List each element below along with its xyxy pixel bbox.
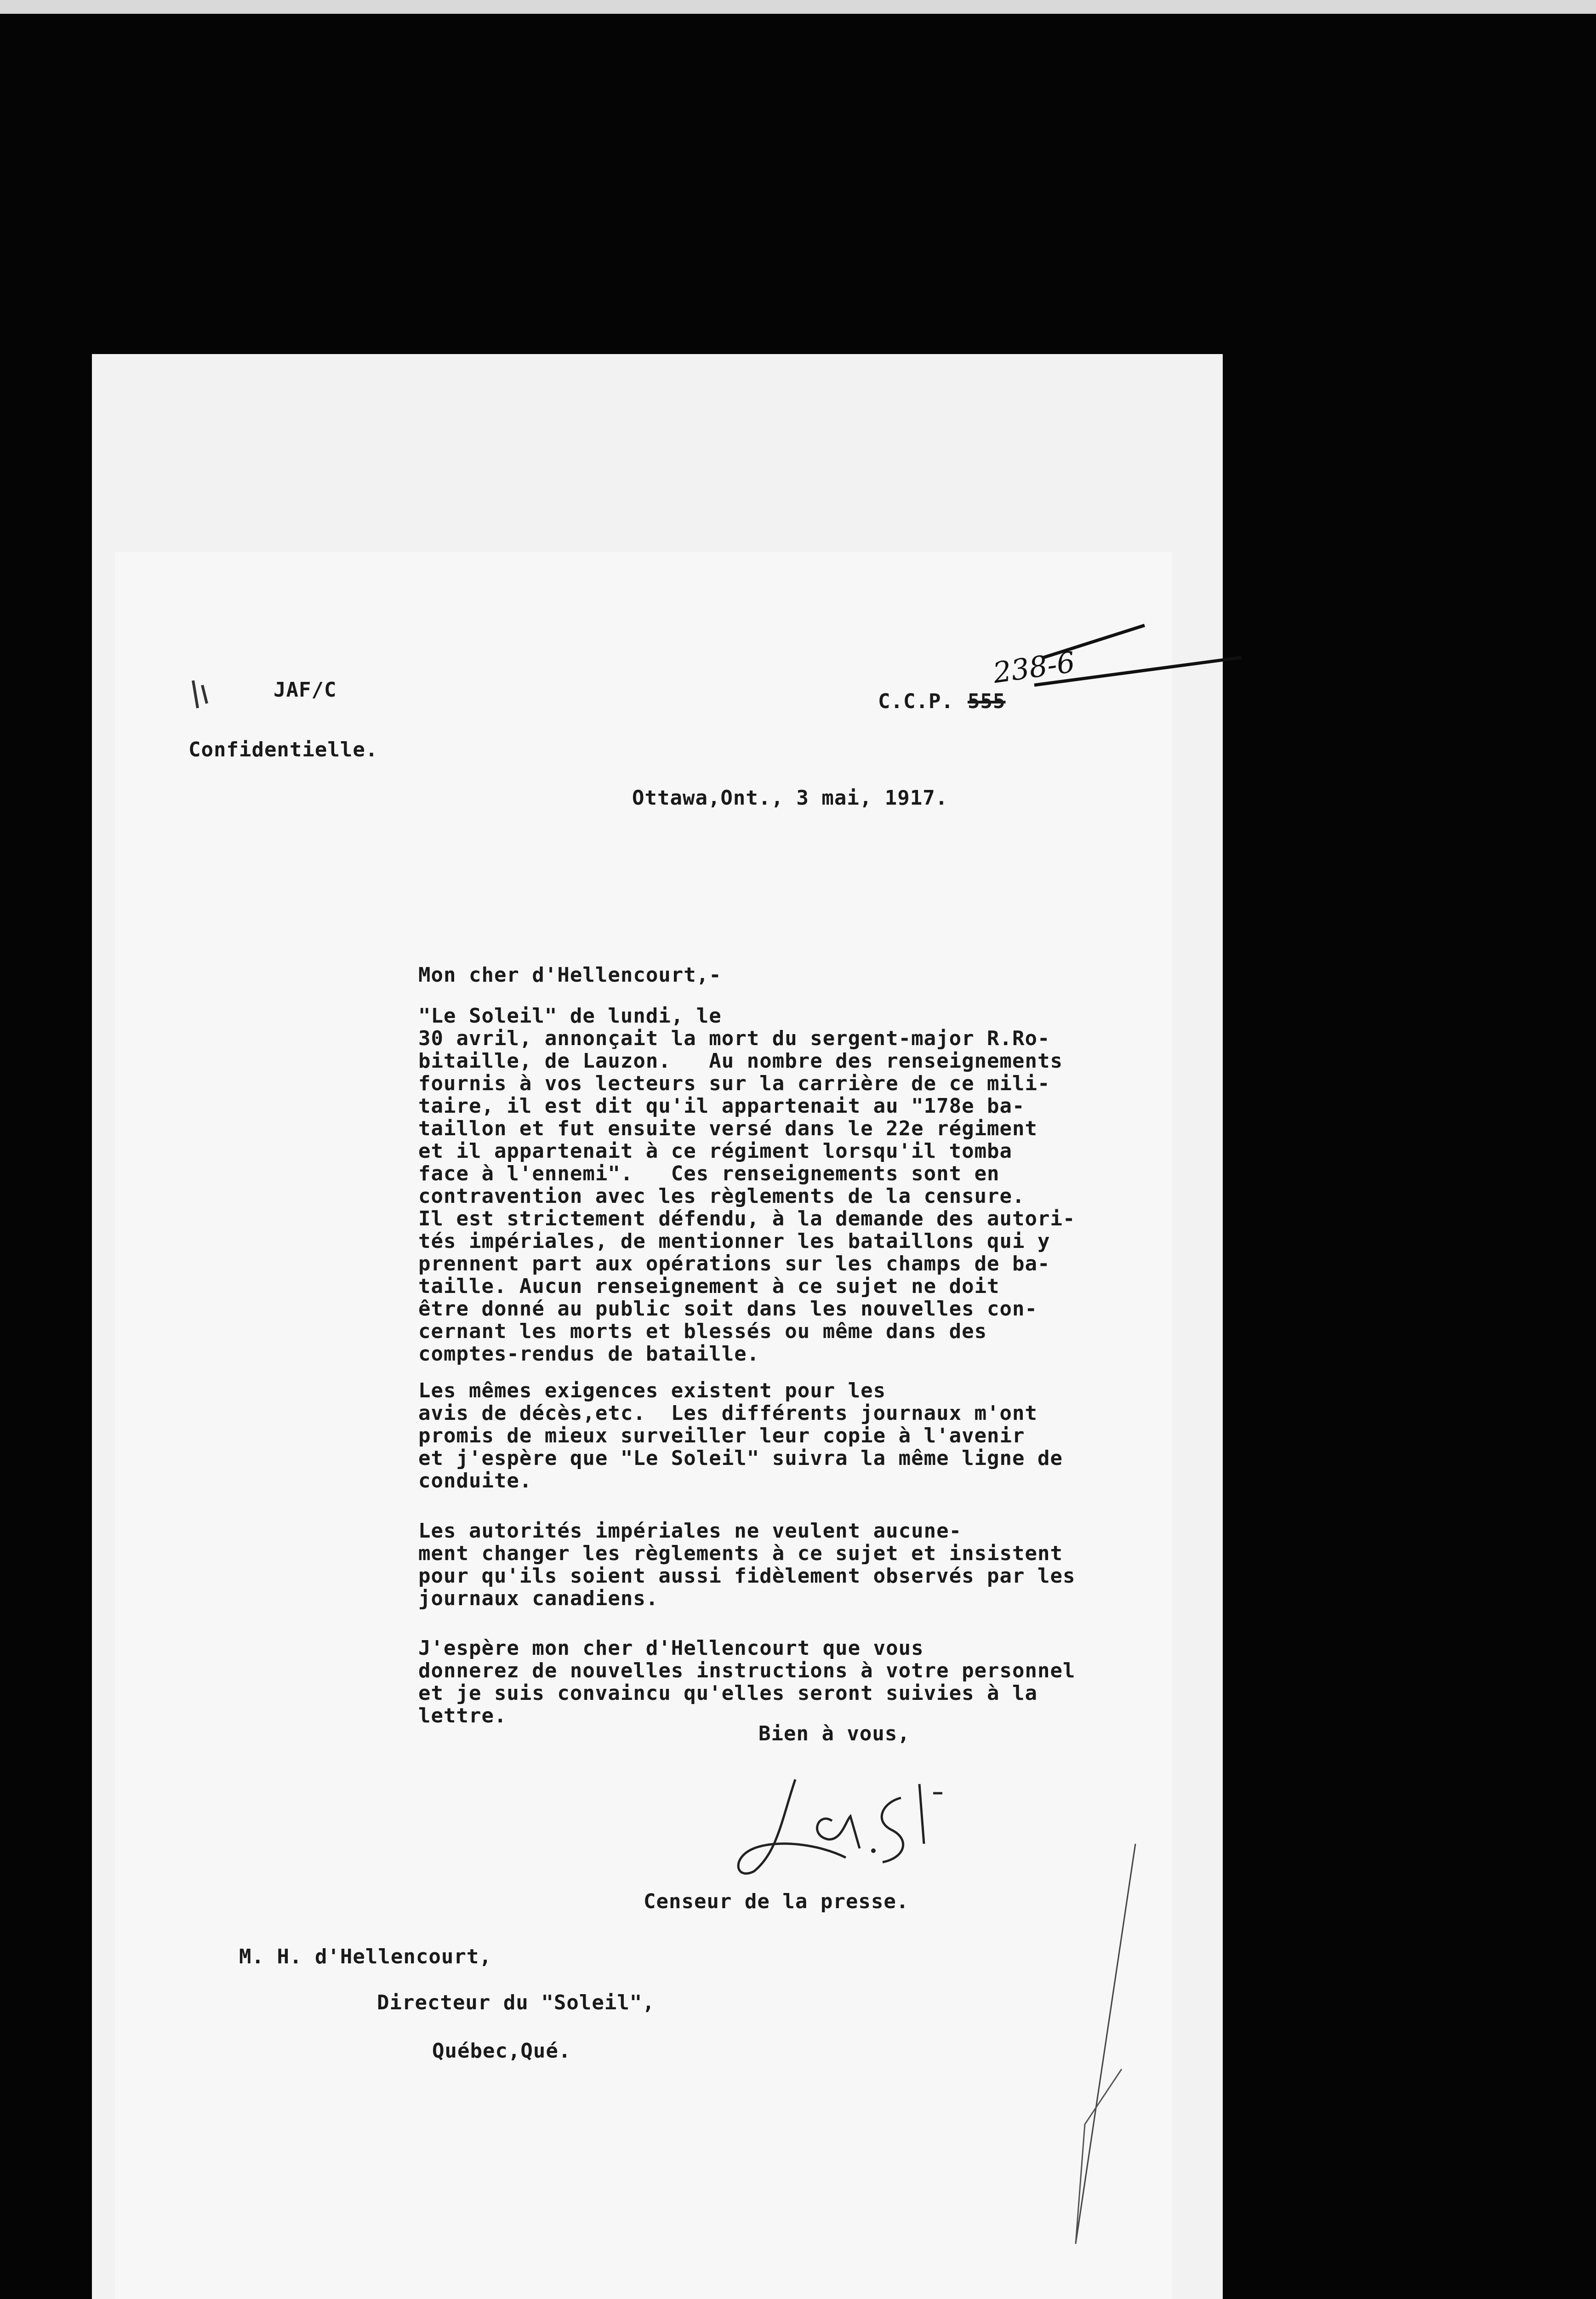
file-ref-handwritten: 238-6 <box>991 645 1077 690</box>
top-edge-strip <box>0 0 1596 14</box>
salutation: Mon cher d'Hellencourt,- <box>418 963 722 987</box>
typist-initials: JAF/C <box>274 678 337 702</box>
paragraph-1-text: "Le Soleil" de lundi, le 30 avril, annonçait la mort du sergent-major R.Ro- bitaille, de Lauzon. Au nombre des renseignements fournis à vos lecteurs sur la carrière de ce mili- taire, il est dit qu'il appartenait au "178e ba- taillon et fut ensuite versé dans le 22e régiment et il appartenait à ce régiment lorsqu'il tomba face à l'ennemi". Ces renseignements sont en contravention avec les règlements de la censure. Il est strictement défendu, à la demande des autori- tés impériales, de mentionner les bataillons qui y prennent part aux opérations sur les champs de ba- taille. Aucun renseignement à ce sujet ne doit être donné au public soit dans les nouvelles con- cernant les morts et blessés ou même dans des comptes-rendus de bataille. <box>418 1004 1076 1366</box>
classification: Confidentielle. <box>188 738 378 761</box>
addressee-title: Directeur du "Soleil", <box>377 1991 655 2014</box>
addressee-city: Québec,Qué. <box>432 2039 571 2063</box>
paragraph-4-text: J'espère mon cher d'Hellencourt que vous donnerez de nouvelles instructions à votre personnel et je suis convaincu qu'elles seront suivies à la lettre. <box>418 1636 1076 1727</box>
margin-mark <box>188 676 216 713</box>
paragraph-2 <box>418 1379 1246 1492</box>
file-ref-strokes <box>915 602 1246 713</box>
ccp-label: C.C.P. <box>878 690 954 713</box>
paragraph-2-text: Les mêmes exigences existent pour les avis de décès,etc. Les différents journaux m'ont promis de mieux surveiller leur copie à l'avenir et j'espère que "Le Soleil" suivra la même ligne de conduite. <box>418 1379 1063 1493</box>
signature <box>726 1766 1011 1885</box>
place-date: Ottawa,Ont., 3 mai, 1917. <box>632 786 948 810</box>
pencil-marks <box>1057 1839 1149 2253</box>
closing: Bien à vous, <box>758 1722 910 1745</box>
paragraph-3 <box>418 1520 1246 1610</box>
paragraph-1 <box>418 1005 1246 1365</box>
addressee-name: M. H. d'Hellencourt, <box>239 1945 492 1968</box>
paragraph-3-text: Les autorités impériales ne veulent aucune- ment changer les règlements à ce sujet et insistent pour qu'ils soient aussi fidèlement observés par les journaux canadiens. <box>418 1519 1076 1610</box>
signer-title: Censeur de la presse. <box>644 1890 909 1913</box>
letter-page <box>115 552 1172 2299</box>
paragraph-4 <box>418 1637 1246 1727</box>
ccp-struck-number: 555 <box>968 690 1006 713</box>
